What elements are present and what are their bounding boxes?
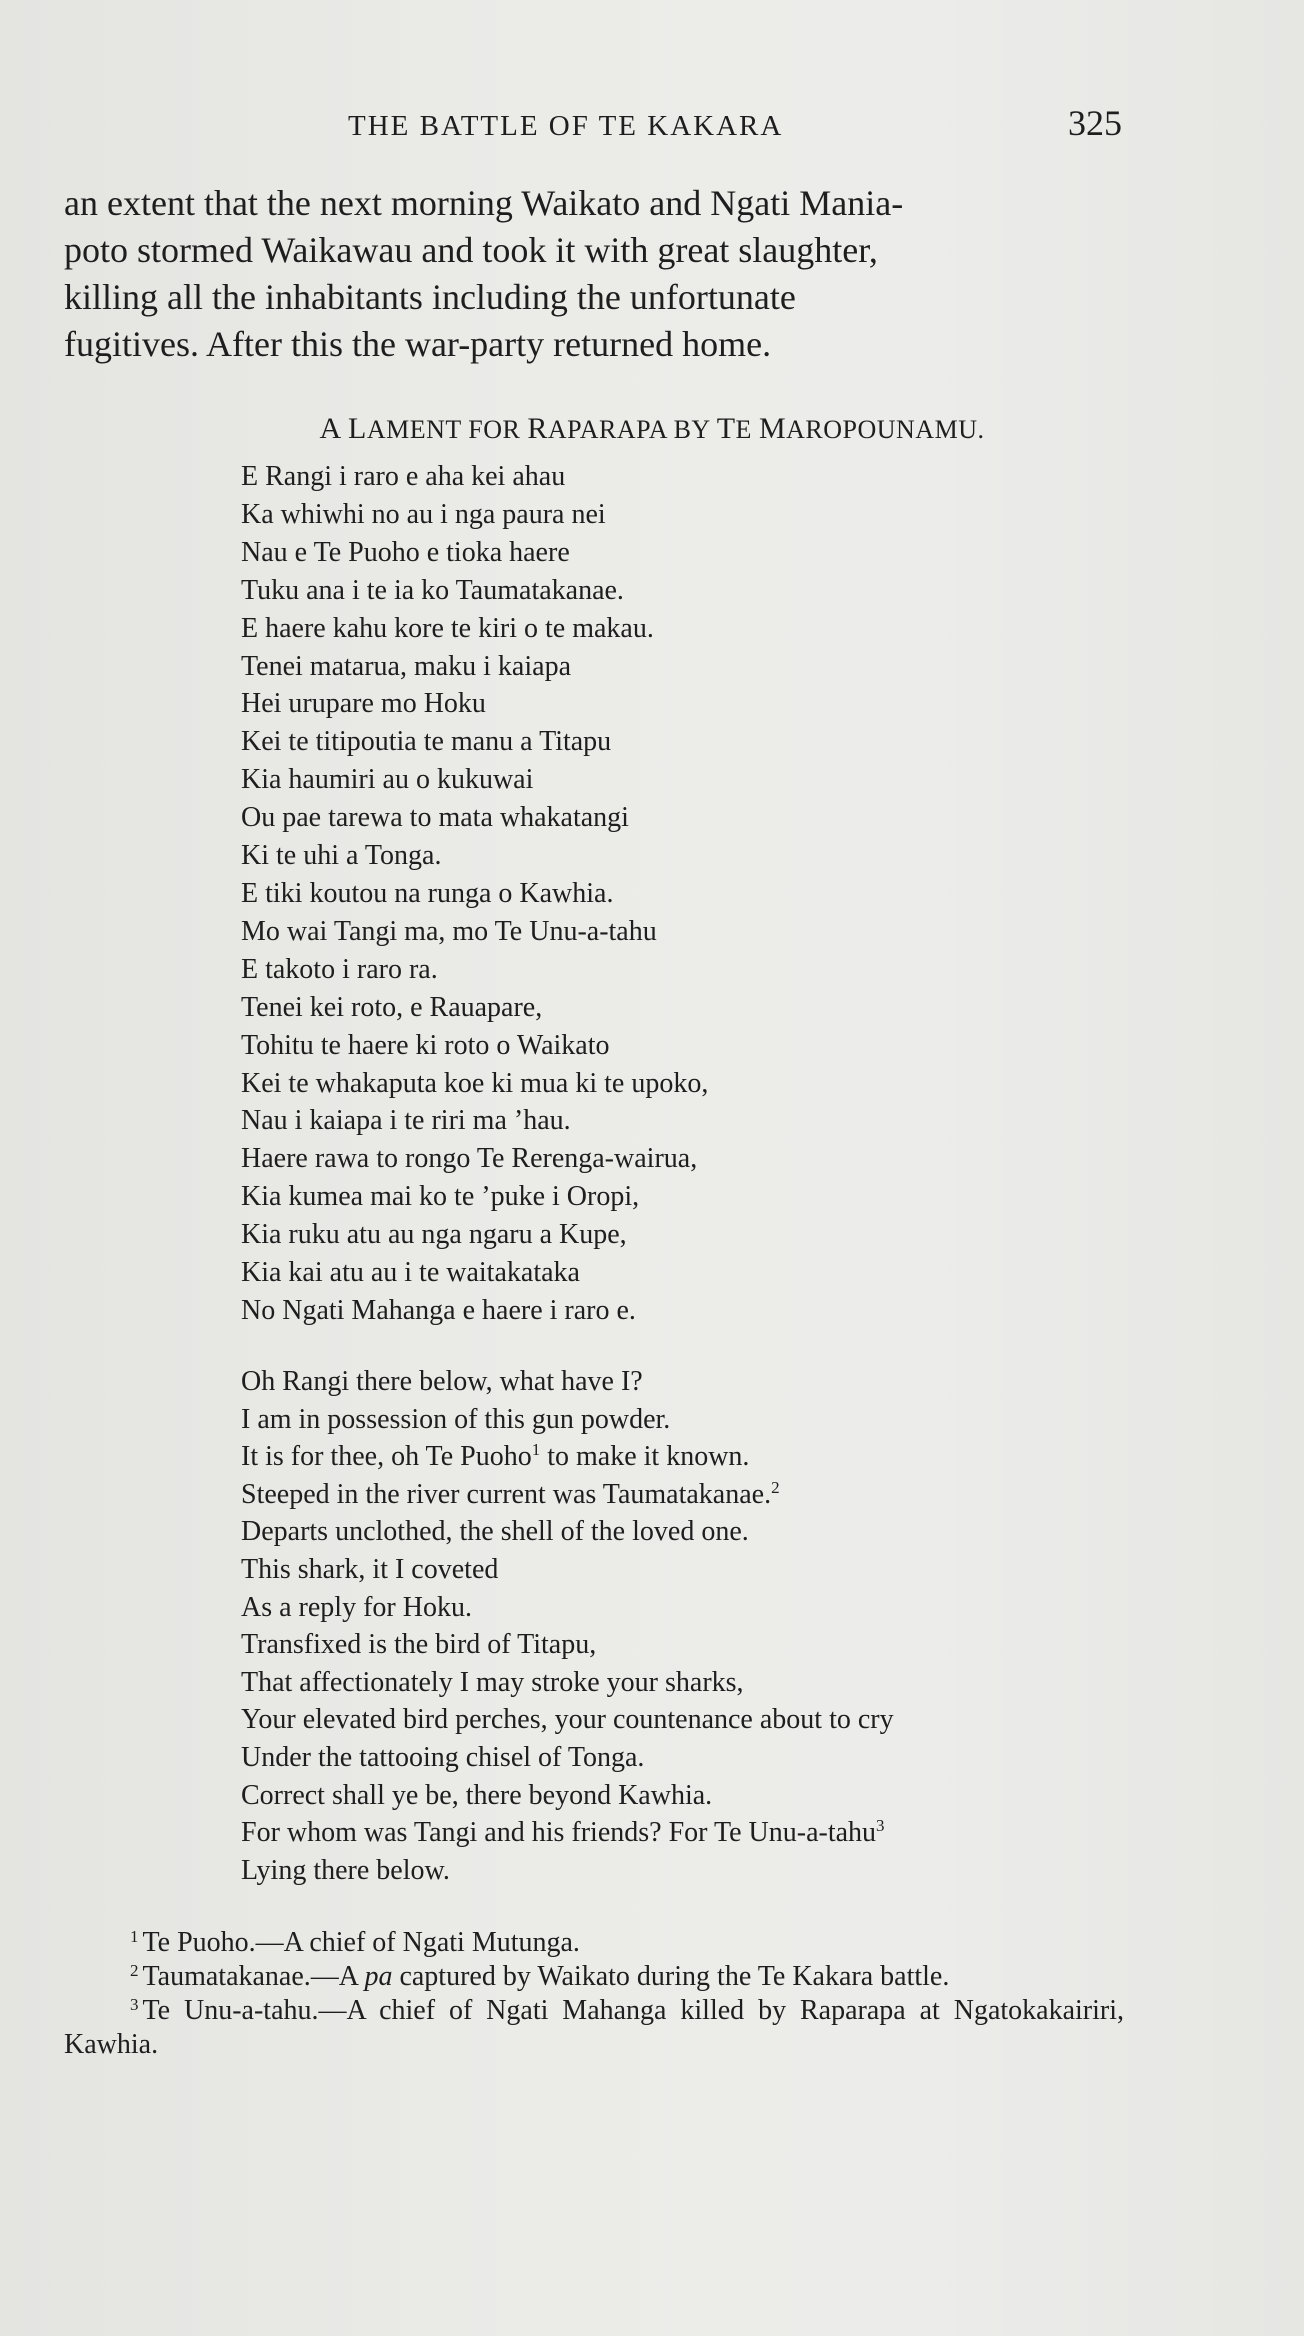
title-part: A L: [319, 412, 367, 445]
footnote-text: Te Unu-a-tahu.—A chief of Ngati Mahanga killed by Raparapa at Ngatokakairiri, Kawhia.: [64, 1995, 1124, 2060]
line-text: to make it known.: [540, 1441, 750, 1473]
intro-line: poto stormed Waikawau and took it with great slaughter,: [64, 230, 878, 270]
poem-line: Transfixed is the bird of Titapu,: [241, 1629, 597, 1661]
intro-line: an extent that the next morning Waikato and Ngati Mania-: [64, 183, 904, 223]
poem-line: Tenei matarua, maku i kaiapa: [241, 650, 571, 682]
poem-line: Tenei kei roto, e Rauapare,: [241, 991, 543, 1023]
page-number: 325: [1068, 103, 1122, 143]
footnote-3: [64, 1994, 1124, 2062]
intro-paragraph: [64, 180, 1130, 368]
poem-line: Kei te whakaputa koe ki mua ki te upoko,: [241, 1067, 709, 1099]
page-header: [0, 102, 1304, 152]
poem-line: E Rangi i raro e aha kei ahau: [241, 461, 566, 492]
poem-line: This shark, it I coveted: [241, 1553, 499, 1585]
maori-poem: [241, 458, 708, 1330]
title-part: APARAPA BY: [547, 415, 717, 444]
poem-line: Your elevated bird perches, your countenance about to cry: [241, 1704, 894, 1736]
poem-line: Oh Rangi there below, what have I?: [241, 1366, 643, 1397]
line-text: Steeped in the river current was Taumatakanae.: [241, 1478, 772, 1510]
poem-line: Ou pae tarewa to mata whakatangi: [241, 802, 629, 834]
title-part: R: [527, 412, 548, 445]
poem-line: Nau e Te Puoho e tioka haere: [241, 536, 570, 568]
poem-line: Correct shall ye be, there beyond Kawhia.: [241, 1779, 713, 1811]
line-text: For whom was Tangi and his friends? For Te Unu-a-tahu: [241, 1817, 877, 1849]
poem-line: [241, 1476, 894, 1514]
poem-line: Kia kumea mai ko te ’puke i Oropi,: [241, 1181, 640, 1213]
title-part: T: [716, 412, 736, 445]
line-text: It is for thee, oh Te Puoho: [241, 1441, 532, 1473]
poem-line: Kei te titipoutia te manu a Titapu: [241, 726, 612, 758]
footnote-number: 2: [130, 1961, 139, 1980]
poem-line: Under the tattooing chisel of Tonga.: [241, 1741, 645, 1773]
english-translation: [241, 1363, 894, 1889]
title-part: E: [735, 415, 759, 444]
poem-line: Kia ruku atu au nga ngaru a Kupe,: [241, 1219, 627, 1251]
intro-line: killing all the inhabitants including the unfortunate: [64, 277, 796, 317]
footnote-number: 1: [130, 1927, 139, 1946]
poem-line: Mo wai Tangi ma, mo Te Unu-a-tahu: [241, 915, 657, 947]
footnote-text: captured by Waikato during the Te Kakara battle.: [392, 1961, 950, 1992]
poem-line: [241, 1438, 894, 1476]
poem-line: Tuku ana i te ia ko Taumatakanae.: [241, 574, 624, 606]
footnote-ref: 1: [531, 1440, 541, 1460]
footnote-text: Taumatakanae.—A: [142, 1961, 365, 1992]
footnote-2: [64, 1960, 1124, 1994]
poem-line: Lying there below.: [241, 1854, 450, 1886]
poem-line: E takoto i raro ra.: [241, 953, 438, 985]
poem-line: E haere kahu kore te kiri o te makau.: [241, 612, 654, 644]
poem-line: E tiki koutou na runga o Kawhia.: [241, 877, 614, 909]
title-part: AMENT FOR: [366, 415, 528, 444]
poem-line: [241, 1814, 894, 1852]
poem-line: As a reply for Hoku.: [241, 1591, 472, 1623]
poem-line: Hei urupare mo Hoku: [241, 688, 486, 720]
title-part: M: [758, 412, 787, 445]
poem-line: Haere rawa to rongo Te Rerenga-wairua,: [241, 1143, 698, 1175]
intro-line: fugitives. After this the war-party returned home.: [64, 324, 772, 364]
footnote-number: 3: [130, 1995, 139, 2014]
footnote-ref: 2: [771, 1477, 780, 1497]
poem-line: Kia kai atu au i te waitakataka: [241, 1257, 580, 1289]
poem-line: Departs unclothed, the shell of the loved one.: [241, 1516, 749, 1548]
poem-line: Tohitu te haere ki roto o Waikato: [241, 1029, 610, 1061]
poem-line: I am in possession of this gun powder.: [241, 1403, 671, 1435]
running-title: THE BATTLE OF TE KAKARA: [348, 110, 784, 142]
poem-line: Kia haumiri au o kukuwai: [241, 764, 534, 796]
footnote-italic: pa: [364, 1961, 393, 1992]
poem-line: Ki te uhi a Tonga.: [241, 840, 442, 872]
poem-line: Ka whiwhi no au i nga paura nei: [241, 498, 606, 530]
poem-title: [0, 412, 1304, 446]
title-part: AROPOUNAMU.: [786, 415, 985, 444]
footnote-text: Te Puoho.—A chief of Ngati Mutunga.: [142, 1927, 580, 1958]
poem-line: That affectionately I may stroke your sharks,: [241, 1666, 744, 1698]
footnotes: [64, 1926, 1124, 2062]
poem-line: Nau i kaiapa i te riri ma ’hau.: [241, 1105, 571, 1137]
footnote-1: [64, 1926, 1124, 1960]
poem-line: No Ngati Mahanga e haere i raro e.: [241, 1294, 636, 1326]
footnote-ref: 3: [876, 1816, 885, 1836]
